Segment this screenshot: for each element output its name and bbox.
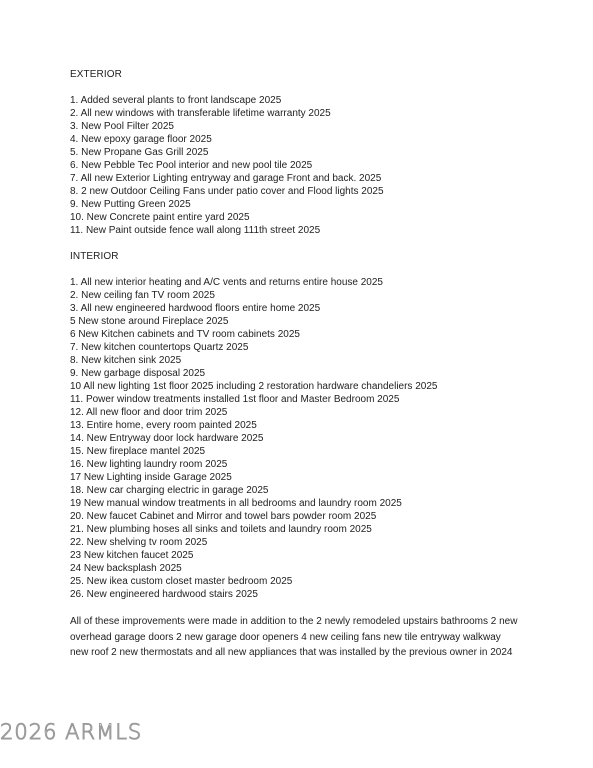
interior-item: 19 New manual window treatments in all bedrooms and laundry room 2025 — [70, 498, 402, 509]
exterior-item: 11. New Paint outside fence wall along 111th street 2025 — [70, 225, 321, 236]
closing-paragraph: All of these improvements were made in addition to the 2 newly remodeled upstairs bathrooms 2 new overhead garage doors 2 new garage door openers 4 new ceiling fans new tile entryway walkway new roof 2 new thermostats and all new appliances that was installed by the previous owner in 2024 — [70, 616, 518, 658]
interior-item: 6 New Kitchen cabinets and TV room cabinets 2025 — [70, 329, 300, 340]
interior-item: 13. Entire home, every room painted 2025 — [70, 420, 257, 431]
armls-watermark: 2026 ARMLS — [0, 720, 143, 744]
interior-item: 25. New ikea custom closet master bedroom 2025 — [70, 576, 293, 587]
interior-item: 15. New fireplace mantel 2025 — [70, 446, 206, 457]
exterior-item: 1. Added several plants to front landscape 2025 — [70, 95, 282, 106]
exterior-item: 2. All new windows with transferable lifetime warranty 2025 — [70, 108, 331, 119]
interior-item: 21. New plumbing hoses all sinks and toilets and laundry room 2025 — [70, 524, 372, 535]
interior-item: 1. All new interior heating and A/C vents and returns entire house 2025 — [70, 277, 383, 288]
interior-item: 2. New ceiling fan TV room 2025 — [70, 290, 215, 301]
interior-heading: INTERIOR — [70, 251, 119, 262]
interior-item: 8. New kitchen sink 2025 — [70, 355, 182, 366]
exterior-heading: EXTERIOR — [70, 69, 122, 80]
exterior-item: 7. All new Exterior Lighting entryway and garage Front and back. 2025 — [70, 173, 382, 184]
exterior-item: 5. New Propane Gas Grill 2025 — [70, 147, 209, 158]
interior-item: 22. New shelving tv room 2025 — [70, 537, 208, 548]
interior-list — [70, 276, 580, 601]
section-spacer — [70, 237, 580, 250]
interior-item: 12. All new floor and door trim 2025 — [70, 407, 228, 418]
interior-item: 24 New backsplash 2025 — [70, 563, 182, 574]
interior-item: 26. New engineered hardwood stairs 2025 — [70, 589, 258, 600]
interior-item: 11. Power window treatments installed 1st floor and Master Bedroom 2025 — [70, 394, 400, 405]
interior-item: 7. New kitchen countertops Quartz 2025 — [70, 342, 249, 353]
exterior-item: 6. New Pebble Tec Pool interior and new pool tile 2025 — [70, 160, 313, 171]
exterior-item: 8. 2 new Outdoor Ceiling Fans under patio cover and Flood lights 2025 — [70, 186, 384, 197]
interior-item: 9. New garbage disposal 2025 — [70, 368, 206, 379]
exterior-item: 3. New Pool Filter 2025 — [70, 121, 174, 132]
exterior-item: 4. New epoxy garage floor 2025 — [70, 134, 212, 145]
interior-item: 18. New car charging electric in garage 2025 — [70, 485, 269, 496]
exterior-item: 10. New Concrete paint entire yard 2025 — [70, 212, 250, 223]
interior-item: 20. New faucet Cabinet and Mirror and towel bars powder room 2025 — [70, 511, 377, 522]
interior-item: 17 New Lighting inside Garage 2025 — [70, 472, 232, 483]
interior-item: 10 All new lighting 1st floor 2025 including 2 restoration hardware chandeliers 2025 — [70, 381, 438, 392]
document-page — [70, 68, 580, 671]
exterior-item: 9. New Putting Green 2025 — [70, 199, 191, 210]
interior-item: 14. New Entryway door lock hardware 2025 — [70, 433, 264, 444]
interior-item: 3. All new engineered hardwood floors entire home 2025 — [70, 303, 321, 314]
interior-item: 16. New lighting laundry room 2025 — [70, 459, 228, 470]
interior-item: 5 New stone around Fireplace 2025 — [70, 316, 229, 327]
interior-item: 23 New kitchen faucet 2025 — [70, 550, 194, 561]
exterior-list — [70, 94, 580, 237]
